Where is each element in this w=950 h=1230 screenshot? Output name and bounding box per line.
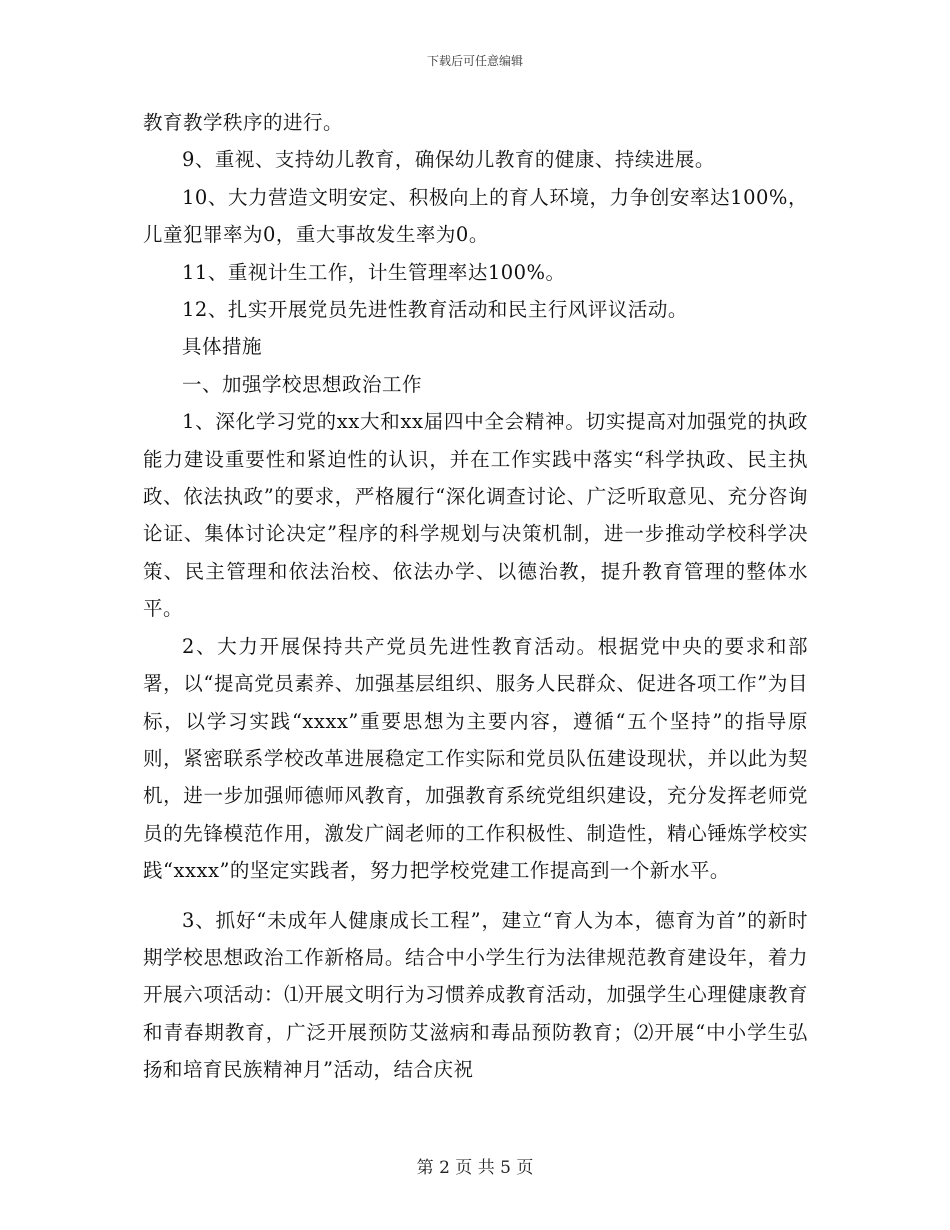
section-heading: 一、加强学校思想政治工作: [182, 372, 423, 396]
section-heading: 具体措施: [182, 335, 263, 359]
document-body: [143, 104, 808, 1089]
paragraph: 3、抓好“未成年人健康成长工程”，建立“育人为本，德育为首”的新时期学校思想政治工作新格局。结合中小学生行为法律规范教育建设年，着力开展六项活动：⑴开展文明行为习惯养成教育活动，加强学生心理健康教育和青春期教育，广泛开展预防艾滋病和毒品预防教育；⑵开展“中小学生弘扬和培育民族精神月”活动，结合庆祝: [143, 908, 808, 1082]
paragraph: 11、重视计生工作，计生管理率达100%。: [182, 260, 566, 284]
paragraph: 教育教学秩序的进行。: [143, 111, 344, 134]
paragraph: 10、大力营造文明安定、积极向上的育人环境，力争创安率达100%，儿童犯罪率为0，重大事故发生率为0。: [143, 185, 808, 247]
paragraph: 9、重视、支持幼儿教育，确保幼儿教育的健康、持续进展。: [182, 148, 715, 172]
paragraph: 2、大力开展保持共产党员先进性教育活动。根据党中央的要求和部署，以“提高党员素养、加强基层组织、服务人民群众、促进各项工作”为目标，以学习实践“xxxx”重要思想为主要内容，遵循“五个坚持”的指导原则，紧密联系学校改革进展稳定工作实际和党员队伍建设现状，并以此为契机，进一步加强师德师风教育，加强教育系统党组织建设，充分发挥老师党员的先锋模范作用，激发广阔老师的工作积极性、制造性，精心锤炼学校实践“xxxx”的坚定实践者，努力把学校党建工作提高到一个新水平。: [143, 634, 808, 883]
paragraph: 1、深化学习党的xx大和xx届四中全会精神。切实提高对加强党的执政能力建设重要性和紧迫性的认识，并在工作实践中落实“科学执政、民主执政、依法执政”的要求，严格履行“深化调查讨论、广泛听取意见、充分咨询论证、集体讨论决定”程序的科学规划与决策机制，进一步推动学校科学决策、民主管理和依法治校、依法办学、以德治教，提升教育管理的整体水平。: [143, 410, 808, 621]
page-footer: 第 2 页 共 5 页: [416, 1158, 534, 1178]
paragraph: 12、扎实开展党员先进性教育活动和民主行风评议活动。: [182, 298, 688, 322]
page-header: 下载后可任意编辑: [426, 54, 523, 68]
